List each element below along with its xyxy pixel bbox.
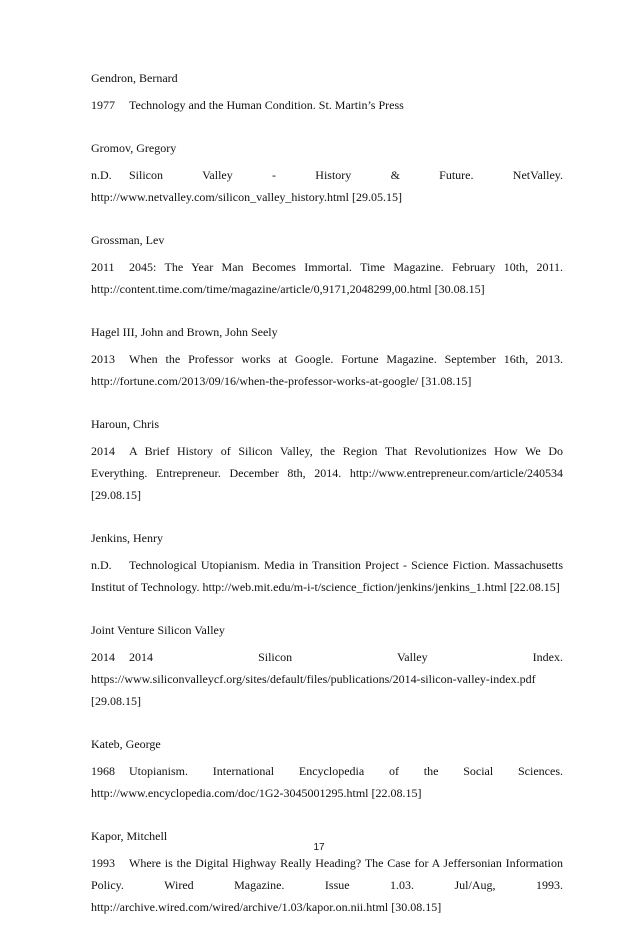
bibliography-entry [91, 416, 563, 506]
entry-year: n.D. [91, 168, 112, 182]
bibliography-entry [91, 324, 563, 392]
bibliography-list [91, 70, 563, 942]
entry-text: Technology and the Human Condition. St. Martin’s Press [129, 98, 404, 112]
entry-year: 1968 [91, 764, 115, 778]
entry-year: 2013 [91, 352, 115, 366]
entry-reference [91, 164, 563, 208]
bibliography-entry [91, 736, 563, 804]
entry-year: n.D. [91, 558, 112, 572]
bibliography-entry [91, 622, 563, 712]
entry-author: Gromov, Gregory [91, 141, 177, 155]
entry-reference [91, 256, 563, 300]
entry-year: 1993 [91, 856, 115, 870]
entry-text: Where is the Digital Highway Really Heading? The Case for A Jeffersonian Information Policy. Wired Magazine. Issue 1.03. Jul/Aug, 1993. http://archive.wired.com/wired/archive/1.03/kapor.on.nii.html [30.08.15] [91, 856, 563, 914]
entry-text: When the Professor works at Google. Fortune Magazine. September 16th, 2013. http://fortune.com/2013/09/16/when-the-professor-works-at-google/ [31.08.15] [91, 352, 563, 388]
page-number: 17 [313, 842, 325, 853]
bibliography-entry [91, 140, 563, 208]
entry-text: Technological Utopianism. Media in Transition Project - Science Fiction. Massachusetts Institut of Technology. http://web.mit.edu/m-i-t/science_fiction/jenkins/jenkins_1.html [22.08.15] [91, 558, 563, 594]
bibliography-entry [91, 232, 563, 300]
entry-year: 2014 [91, 650, 115, 664]
entry-author: Kapor, Mitchell [91, 829, 168, 843]
entry-reference [91, 646, 563, 712]
entry-author: Gendron, Bernard [91, 71, 178, 85]
entry-text: Utopianism. International Encyclopedia of the Social Sciences. http://www.encyclopedia.com/doc/1G2-3045001295.html [22.08.15] [91, 764, 563, 800]
entry-author: Haroun, Chris [91, 417, 159, 431]
entry-reference [91, 440, 563, 506]
entry-year: 2014 [91, 444, 115, 458]
entry-text: Silicon Valley - History & Future. NetValley. http://www.netvalley.com/silicon_valley_history.html [29.05.15] [91, 168, 563, 204]
bibliography-entry [91, 70, 563, 116]
entry-author: Joint Venture Silicon Valley [91, 623, 225, 637]
entry-reference [91, 348, 563, 392]
entry-year: 1977 [91, 98, 115, 112]
entry-author: Jenkins, Henry [91, 531, 163, 545]
entry-author: Grossman, Lev [91, 233, 165, 247]
entry-text: A Brief History of Silicon Valley, the Region That Revolutionizes How We Do Everything. Entrepreneur. December 8th, 2014. http://www.entrepreneur.com/article/240534 [29.08.15] [91, 444, 563, 502]
entry-text: 2014 Silicon Valley Index. https://www.siliconvalleycf.org/sites/default/files/publications/2014-silicon-valley-index.pdf [29.08.15] [91, 650, 563, 708]
entry-reference [91, 554, 563, 598]
entry-reference [91, 760, 563, 804]
entry-author: Kateb, George [91, 737, 161, 751]
bibliography-entry [91, 530, 563, 598]
entry-author: Hagel III, John and Brown, John Seely [91, 325, 278, 339]
entry-reference [91, 94, 563, 116]
entry-year: 2011 [91, 260, 115, 274]
entry-reference [91, 852, 563, 918]
entry-text: 2045: The Year Man Becomes Immortal. Time Magazine. February 10th, 2011. http://content.time.com/time/magazine/article/0,9171,2048299,00.html [30.08.15] [91, 260, 563, 296]
